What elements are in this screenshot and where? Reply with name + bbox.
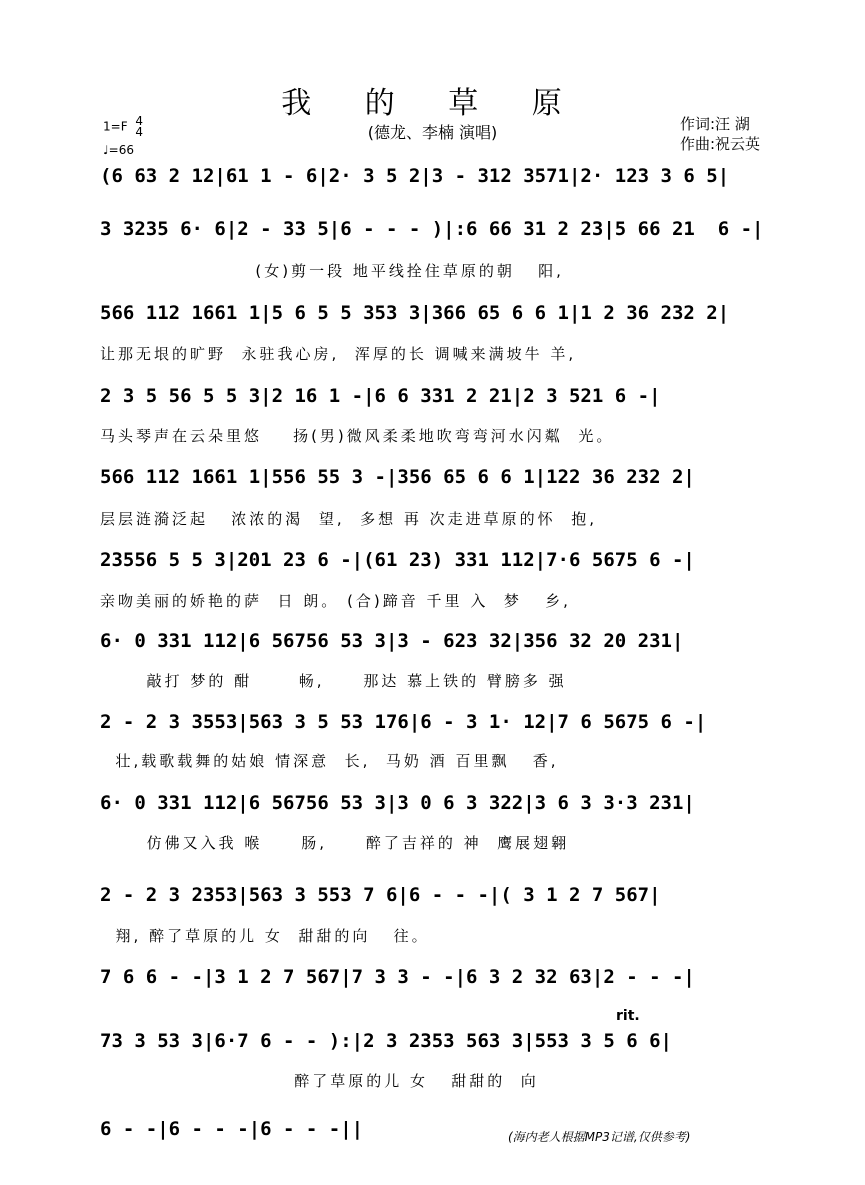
notation-line-10: 2 - 2 3 2353|563 3 553 7 6|6 - - -|( 3 1 2 7 567| [100,884,661,906]
lyric-line-6: 亲吻美丽的娇艳的萨 日 朗。 (合)蹄音 千里 入 梦 乡, [100,592,571,610]
credits [680,114,760,154]
notation-line-8: 2 - 2 3 3553|563 3 5 53 176|6 - 3 1· 12|7 6 5675 6 -| [100,711,707,733]
time-top: 4 [135,114,144,128]
lyric-line-10: 翔, 醉了草原的儿 女 甜甜的向 往。 [100,927,430,945]
lyric-line-5: 层层涟漪泛起 浓浓的渴 望, 多想 再 次走进草原的怀 抱, [100,510,597,528]
lyric-line-3: 让那无垠的旷野 永驻我心房, 浑厚的长 调喊来满坡牛 羊, [100,345,577,363]
lyric-line-4: 马头琴声在云朵里悠 扬(男)微风柔柔地吹弯弯河水闪粼 光。 [100,427,615,445]
notation-line-4: 2 3 5 56 5 5 3|2 16 1 -|6 6 331 2 21|2 3 521 6 -| [100,385,661,407]
key-label: 1=F [103,119,128,134]
composer-label: 作曲:祝云英 [680,135,761,153]
lyric-line-12: 醉了草原的儿 女 甜甜的 向 [100,1072,539,1090]
ritardando-mark: rit. [616,1008,640,1024]
performers: (德龙、李楠 演唱) [367,123,498,142]
tempo-marking: ♩=66 [103,143,134,157]
notation-line-6: 23556 5 5 3|201 23 6 -|(61 23) 331 112|7·6 5675 6 -| [100,549,695,571]
notation-line-11: 7 6 6 - -|3 1 2 7 567|7 3 3 - -|6 3 2 32 63|2 - - -| [100,966,695,988]
transcriber-note: (海内老人根据MP3记谱,仅供参考) [508,1130,691,1144]
notation-line-1: (6 63 2 12|61 1 - 6|2· 3 5 2|3 - 312 3571|2· 123 3 6 5| [100,165,730,187]
notation-line-7: 6· 0 331 112|6 56756 53 3|3 - 623 32|356 32 20 231| [100,630,684,652]
lyric-line-7: 敲打 梦的 酣 畅, 那达 慕上铁的 臂膀多 强 [100,672,567,690]
notation-line-3: 566 112 1661 1|5 6 5 5 353 3|366 65 6 6 1|1 2 36 232 2| [100,302,730,324]
notation-line-5: 566 112 1661 1|556 55 3 -|356 65 6 6 1|122 36 232 2| [100,466,695,488]
time-bottom: 4 [135,125,144,139]
song-title: 我 的 草 原 [281,86,584,121]
notation-line-9: 6· 0 331 112|6 56756 53 3|3 0 6 3 322|3 6 3 3·3 231| [100,792,695,814]
notation-line-12: 73 3 53 3|6·7 6 - - ):|2 3 2353 563 3|553 3 5 6 6| [100,1030,672,1052]
notation-line-2: 3 3235 6· 6|2 - 33 5|6 - - - )|:6 66 31 2 23|5 66 21 6 -| [100,218,764,240]
key-signature [103,116,143,138]
lyric-line-9: 仿佛又入我 喉 肠, 醉了吉祥的 神 鹰展翅翱 [100,834,570,852]
notation-line-13: 6 - -|6 - - -|6 - - -|| [100,1118,364,1140]
lyric-line-2: (女)剪一段 地平线拴住草原的朝 阳, [100,262,564,280]
lyric-line-8: 壮,载歌载舞的姑娘 情深意 长, 马奶 酒 百里飘 香, [100,752,559,770]
lyricist-label: 作词:汪 湖 [680,115,750,133]
